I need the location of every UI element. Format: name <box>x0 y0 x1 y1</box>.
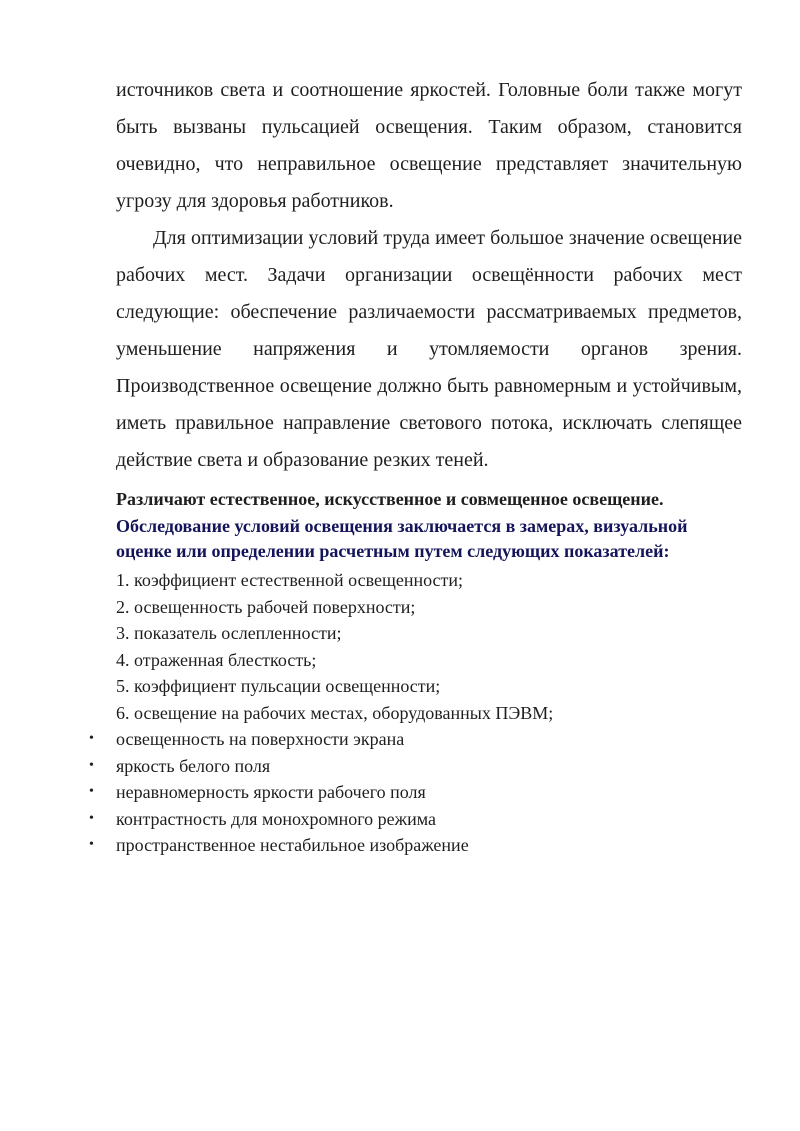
paragraph-lighting-hazards: источников света и соотношение яркостей. Головные боли также могут быть вызваны пульсацией освещения. Таким образом, становится очевидно, что неправильное освещение представляет значительную угрозу для здоровья работников. <box>116 79 742 212</box>
bullet-text: пространственное нестабильное изображение <box>116 835 469 855</box>
bullet-text: неравномерность яркости рабочего поля <box>116 782 426 802</box>
list-item: 3. показатель ослепленности; <box>116 623 342 643</box>
bullet-item <box>89 832 742 859</box>
bullet-text: яркость белого поля <box>116 755 271 776</box>
bullet-icon: • <box>89 837 94 852</box>
bullet-icon: • <box>89 757 94 773</box>
bullet-icon: • <box>89 810 94 826</box>
bullet-item <box>89 753 742 780</box>
list-item: 6. освещение на рабочих местах, оборудованных ПЭВМ; <box>116 702 554 723</box>
bullet-text: контрастность для монохромного режима <box>116 808 436 829</box>
heading-lighting-survey: Обследование условий освещения заключается в замерах, визуальной оценке или определении расчетным путем следующих показателей: <box>116 516 688 561</box>
bullet-item <box>89 806 742 833</box>
list-item: 1. коэффициент естественной освещенности; <box>116 570 464 590</box>
bullet-item <box>89 779 742 806</box>
list-item: 5. коэффициент пульсации освещенности; <box>116 676 441 696</box>
bullet-text: освещенность на поверхности экрана <box>116 729 405 749</box>
bullet-list <box>89 726 742 859</box>
heading-lighting-types: Различают естественное, искусственное и совмещенное освещение. <box>116 489 664 509</box>
paragraph-workplace-lighting: Для оптимизации условий труда имеет большое значение освещение рабочих мест. Задачи организации освещённости рабочих мест следующие: обеспечение различаемости рассматриваемых предметов, уменьшение напряжения и утомляемости органов зрения. Производственное освещение должно быть равномерным и устойчивым, иметь правильное направление светового потока, исключать слепящее действие света и образование резких теней. <box>116 227 742 471</box>
list-item: 4. отраженная блесткость; <box>116 649 317 670</box>
bullet-icon: • <box>89 731 94 746</box>
document-page <box>89 72 742 859</box>
bullet-item <box>89 726 742 753</box>
list-item: 2. освещенность рабочей поверхности; <box>116 596 416 617</box>
bullet-icon: • <box>89 784 94 799</box>
numbered-list <box>116 567 742 726</box>
